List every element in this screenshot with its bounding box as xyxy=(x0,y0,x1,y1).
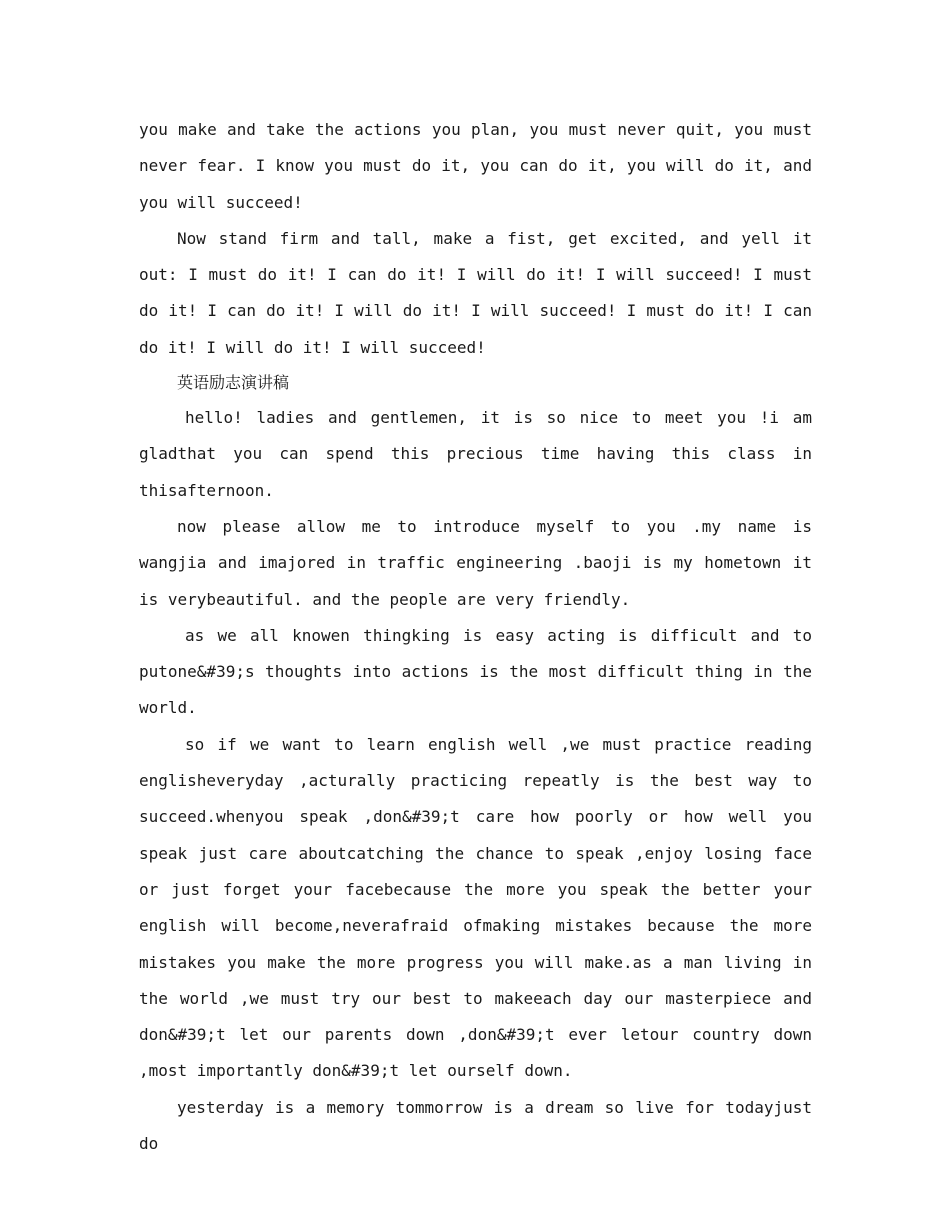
paragraph-thinking-acting: as we all knowen thingking is easy acting is difficult and to putone&#39;s thoughts into actions is the most difficult thing in the world. xyxy=(139,625,812,718)
paragraph-yesterday-memory: yesterday is a memory tommorrow is a dream so live for todayjust do xyxy=(139,1097,812,1154)
paragraph-closing-lines: you make and take the actions you plan, you must never quit, you must never fear. I know you must do it, you can do it, you will do it, and you will succeed! xyxy=(139,120,812,212)
paragraph-learning-english: so if we want to learn english well ,we must practice reading englisheveryday ,acturally practicing repeatly is the best way to succeed.whenyou speak ,don&#39;t care how poorly or how well you speak just care aboutcatching the chance to speak ,enjoy losing face or just forget your facebecause the more you speak the better your english will become,neverafraid ofmaking mistakes because the more mistakes you make the more progress you will make.as a man living in the world ,we must try our best to makeeach day our masterpiece and don&#39;t let our parents down ,don&#39;t ever letour country down ,most importantly don&#39;t let ourself down. xyxy=(139,734,812,1081)
paragraph-greeting: hello! ladies and gentlemen, it is so nice to meet you !i am gladthat you can spend this precious time having this class in thisafternoon. xyxy=(139,408,812,500)
document-body xyxy=(139,112,812,1162)
paragraph-self-introduction: now please allow me to introduce myself to you .my name is wangjia and imajored in traffic engineering .baoji is my hometown it is verybeautiful. and the people are very friendly. xyxy=(139,516,812,609)
paragraph-yell-it-out: Now stand firm and tall, make a fist, get excited, and yell it out: I must do it! I can do it! I will do it! I will succeed! I must do it! I can do it! I will do it! I will succeed! I must do it! I can do it! I will do it! I will succeed! xyxy=(139,228,812,357)
speech-title-heading: 英语励志演讲稿 xyxy=(177,373,290,393)
